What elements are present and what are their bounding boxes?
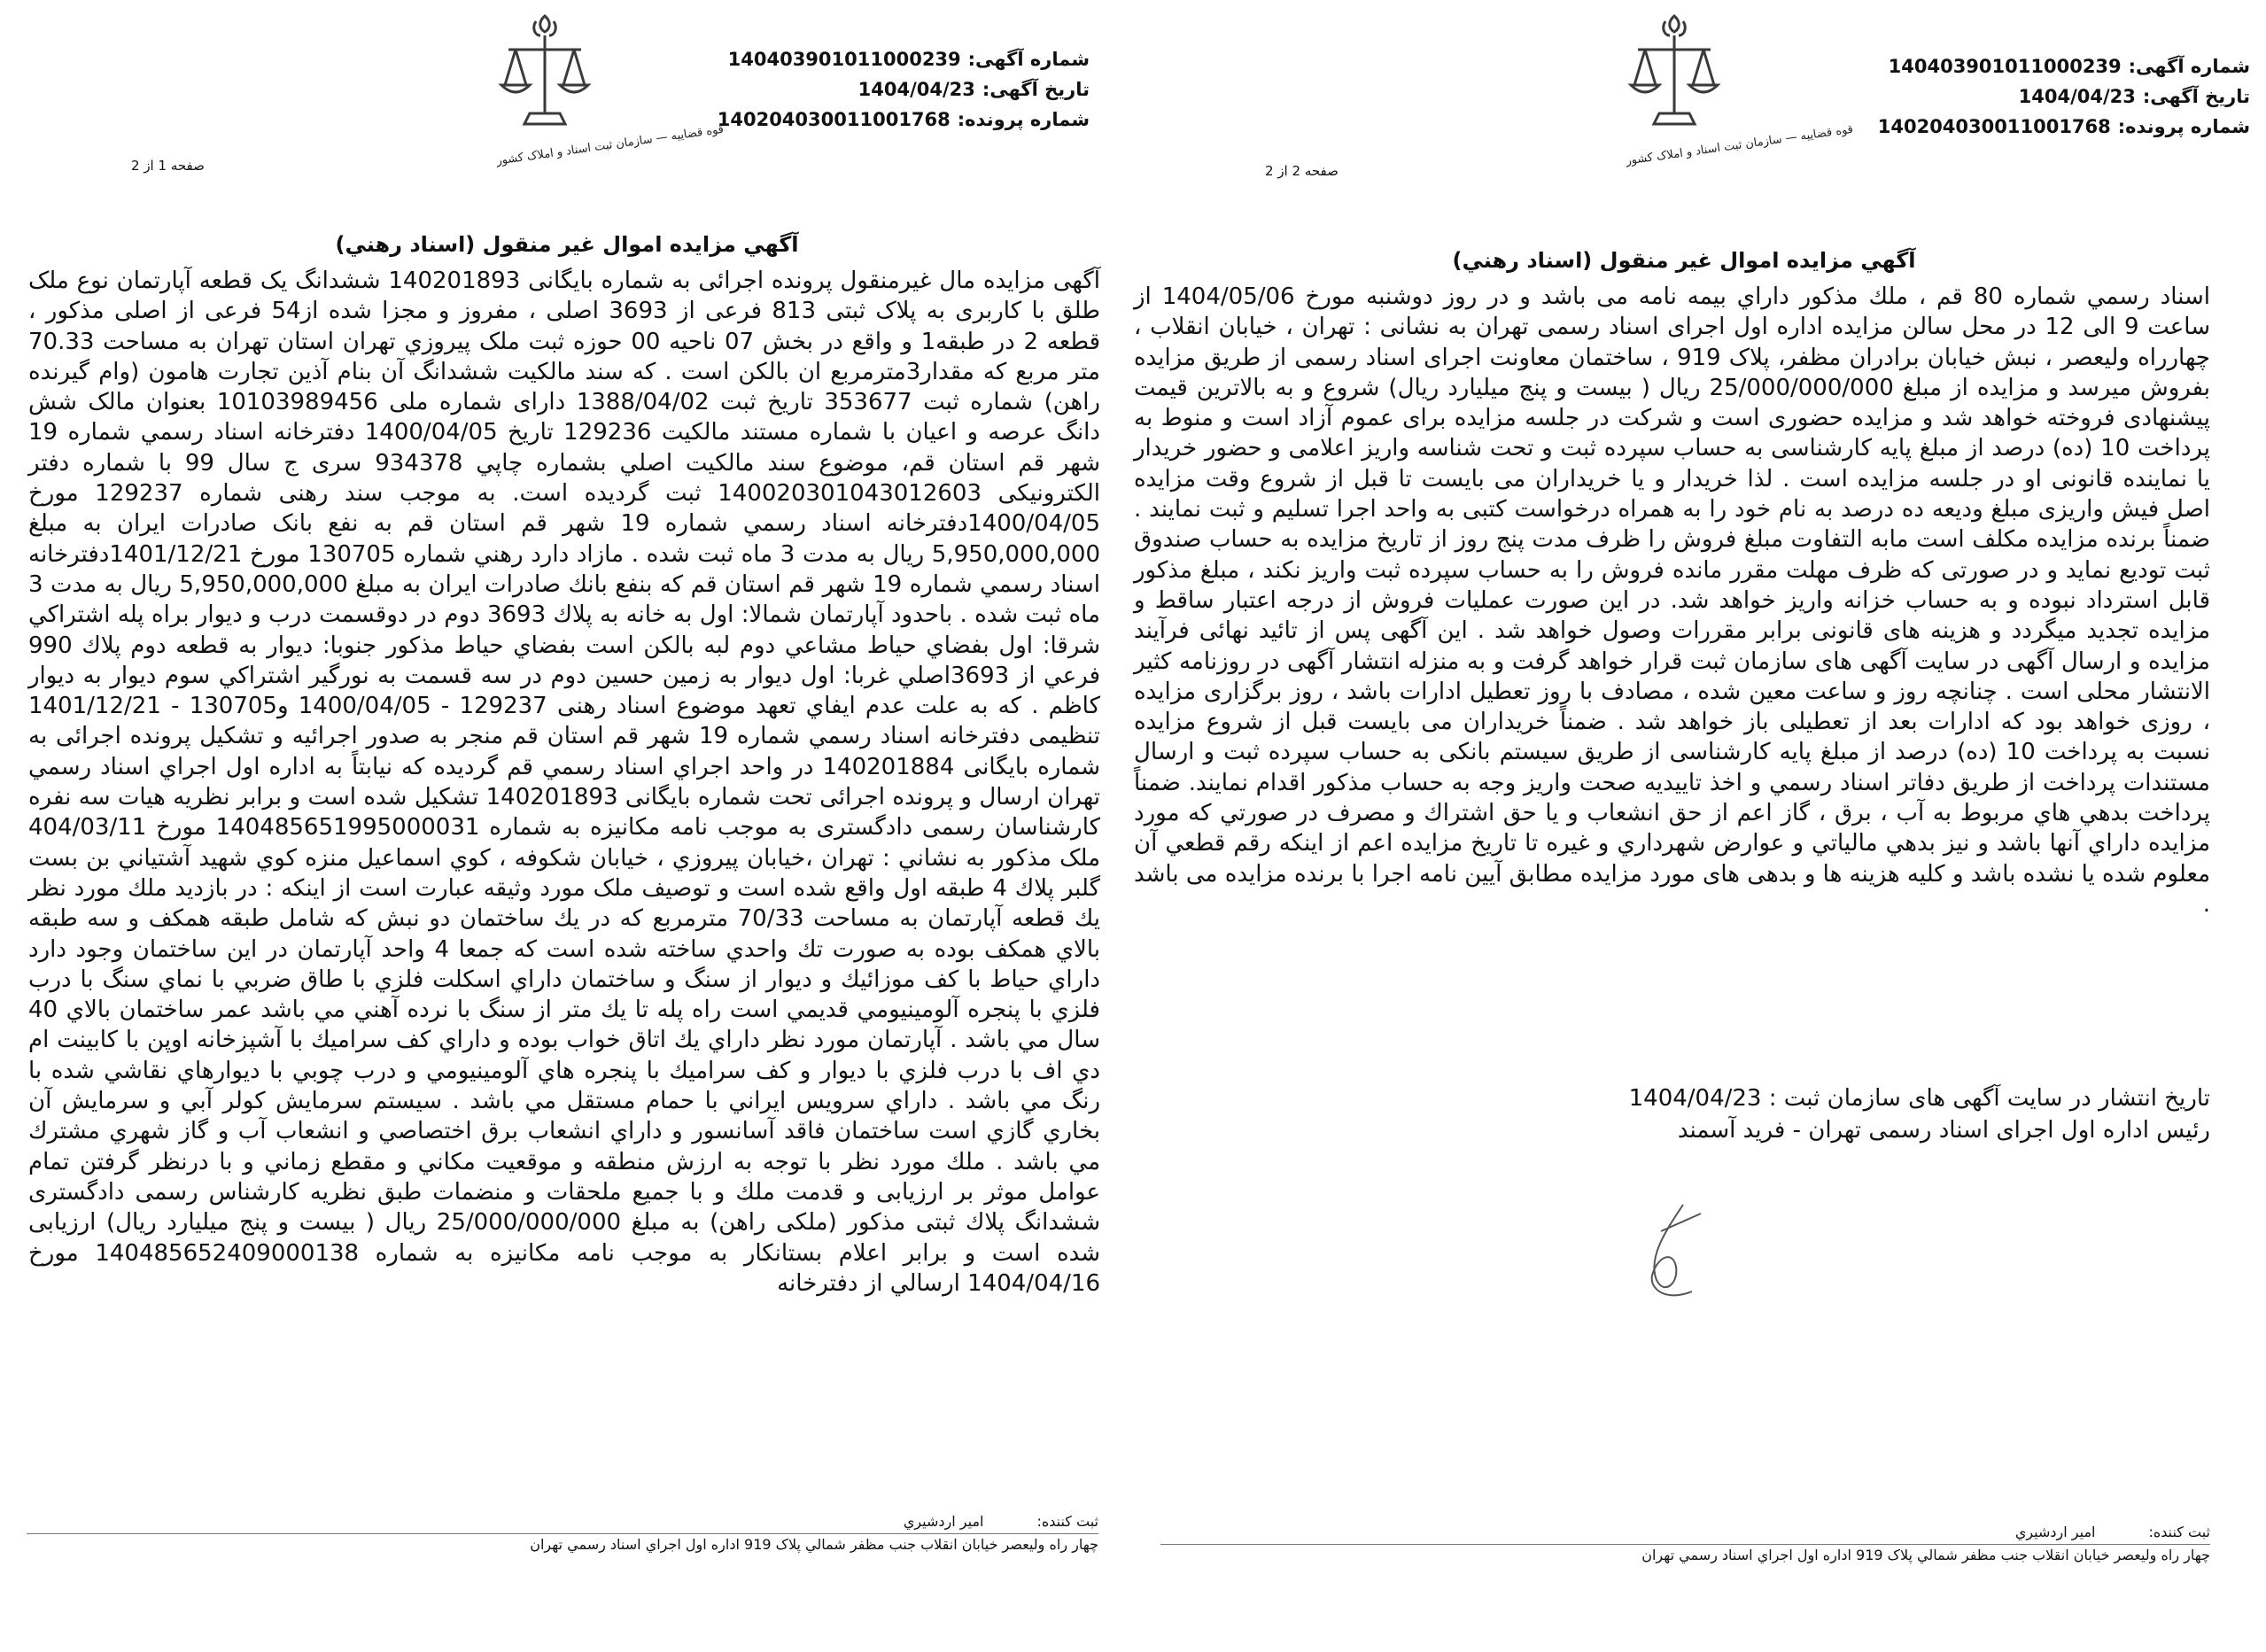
- ad-date-label: تاریخ آگهی:: [982, 79, 1090, 100]
- org-caption: قوه قضاییه — سازمان ثبت اسناد و املاک کشور: [495, 122, 725, 168]
- handwritten-signature-icon: [1630, 1196, 1719, 1311]
- case-number-label: شماره پرونده:: [957, 109, 1090, 130]
- registrar-label: ثبت کننده:: [1036, 1513, 1098, 1530]
- office-address: چهار راه وليعصر خيابان انقلاب جنب مظفر شمالي پلاک 919 اداره اول اجراي اسناد رسمي تهران: [530, 1536, 1098, 1553]
- page-number: صفحه 2 از 2: [1265, 163, 1339, 179]
- page-footer: [1160, 1524, 2210, 1563]
- notice-body: آگهی مزایده مال غیرمنقول پرونده اجرائی به شماره بایگانی 140201893 ششدانگ یک قطعه آپارتمان نوع ملک طلق با کاربری به پلاک ثبتی 813 فرعی از 3693 اصلی ، مفروز و مجزا شده از54 فرعی از اصلی مذکور ، قطعه 2 در طبقه1 و واقع در بخش 07 ناحیه 00 حوزه ثبت ملک پيروزي تهران استان تهران به مساحت 70.33 متر مربع كه مقدار3مترمربع ان بالكن است . كه سند مالكيت ششدانگ آن بنام آذين تجارت هامون (وام گيرنده راهن) شماره ثبت 353677 تاريخ ثبت 1388/04/02 دارای شماره ملی 10103989456 بعنوان مالک شش دانگ عرصه و اعيان با شماره مستند مالکيت 129236 تاريخ 1400/04/05 دفترخانه اسناد رسمي شماره 19 شهر قم استان قم، موضوع سند مالکيت اصلي بشماره چاپي 934378 سری ج سال 99 با شماره دفتر الکترونيکی 140020301043012603 ثبت گرديده است. به موجب سند رهنی شماره 129237 مورخ 1400/04/05دفترخانه اسناد رسمي شماره 19 شهر قم استان قم به نفع بانک صادرات ايران به مبلغ 5,950,000,000 ريال به مدت 3 ماه ثبت شده . مازاد دارد رهني شماره 130705 مورخ 1401/12/21دفترخانه اسناد رسمي شماره 19 شهر قم استان قم كه بنفع بانك صادرات ايران به مبلغ 5,950,000,000 ريال به مدت 3 ماه ثبت شده . باحدود آپارتمان شمالا: اول به خانه به پلاك 3693 دوم در دوقسمت درب و ديوار براه پله اشتراكي شرقا: اول بفضاي حياط مشاعي دوم لبه بالكن است بفضاي حياط مذكور جنوبا: ديوار به قطعه دوم پلاك 990 فرعي از 3693اصلي غربا: اول ديوار به زمين حسين دوم در سه قسمت به نورگير اشتراكي سوم ديوار به ديوار كاظم . كه به علت عدم ايفاي تعهد موضوع اسناد رهنی 129237 - 1400/04/05 و130705 - 1401/12/21 تنظيمی دفترخانه اسناد رسمي شماره 19 شهر قم استان قم منجر به صدور اجرائيه و تشکيل پرونده اجرائی به شماره بايگانی 140201884 در واحد اجراي اسناد رسمي قم گرديده كه نيابتاً به اداره اول اجراي اسناد رسمي تهران ارسال و پرونده اجرائی تحت شماره بايگانی 140201893 تشكيل شده است و برابر نظريه هيات سه نفره كارشناسان رسمی دادگستری به موجب نامه مكانيزه به شماره 140485651995000031 مورخ 404/03/11 ملک مذکور به نشاني : تهران ،خيابان پيروزي ، خيابان شكوفه ، كوي اسماعيل منزه كوي شهيد آشتياني بن بست گلبر پلاك 4 طبقه اول واقع شده است و توصيف ملک مورد وثيقه عبارت است از اينكه : در بازديد ملك مورد نظر يك قطعه آپارتمان به مساحت 70/33 مترمربع كه در يك ساختمان دو نبش كه شامل طبقه همكف و سه طبقه بالاي همكف بوده به صورت تك واحدي ساخته شده است كه جمعا 4 واحد آپارتمان در اين ساختمان وجود دارد داراي حياط با كف موزائيك و ديوار از سنگ و ساختمان داراي اسكلت فلزي با طاق ضربي با نماي سنگ با درب فلزي با پنجره آلومينيومي قديمي است راه پله تا يك متر از سنگ با نرده آهني مي باشد عمر ساختمان بالاي 40 سال مي باشد . آپارتمان مورد نظر داراي يك اتاق خواب بوده و داراي كف سراميك با آشپزخانه اوپن با كابينت ام دي اف با درب فلزي با ديوار و كف سراميك با پنجره هاي آلومينيومي و درب چوبي با ديوارهاي نقاشي شده با رنگ مي باشد . داراي سرويس ايراني با حمام مستقل مي باشد . سيستم سرمايش كولر آبي و سرمايش آن بخاري گازي است ساختمان فاقد آسانسور و داراي انشعاب برق اختصاصي و انشعاب آب و گاز شهري مشترك مي باشد . ملك مورد نظر با توجه به ارزش منطقه و موقعيت مكاني و مقطع زماني و با درنظر گرفتن تمام عوامل موثر بر ارزيابی و قدمت ملك و با جميع ملحقات و منضمات طبق نظريه كارشناس رسمی دادگستری ششدانگ پلاك ثبتی مذكور (ملکی راهن) به مبلغ 25/000/000/000 ريال ( بيست و پنج ميليارد ريال) ارزيابی شده است و برابر اعلام بستانكار به موجب نامه مكانيزه به شماره 140485652409000138 مورخ 1404/04/16 ارسالي از دفترخانه: [28, 268, 1101, 1297]
- ad-metadata: [1843, 51, 2250, 142]
- case-number: 140204030011001768: [717, 109, 951, 130]
- ad-number: 140403901011000239: [727, 49, 961, 70]
- page-number: صفحه 1 از 2: [131, 158, 205, 174]
- notice-title: آگهي مزايده اموال غير منقول (اسناد رهني): [335, 232, 799, 257]
- signer-line: رئيس اداره اول اجرای اسناد رسمی تهران - فريد آسمند: [1677, 1117, 2210, 1144]
- notice-title: آگهي مزايده اموال غير منقول (اسناد رهني): [1452, 248, 1916, 273]
- scales-of-justice-icon: [1626, 9, 1723, 142]
- case-number-label: شماره پرونده:: [2117, 116, 2250, 137]
- ad-date: 1404/04/23: [2018, 86, 2136, 107]
- ad-number-label: شماره آگهی:: [2128, 56, 2250, 77]
- ad-date: 1404/04/23: [858, 79, 975, 100]
- org-caption: قوه قضاییه — سازمان ثبت اسناد و املاک کشور: [1625, 122, 1854, 168]
- ad-number: 140403901011000239: [1888, 56, 2122, 77]
- registrar-label: ثبت کننده:: [2148, 1524, 2210, 1540]
- ad-date-label: تاریخ آگهی:: [2142, 86, 2250, 107]
- footer-divider: [1160, 1544, 2210, 1545]
- registrar-name: امير اردشيري: [2014, 1524, 2096, 1540]
- ad-number-label: شماره آگهی:: [967, 49, 1090, 70]
- publication-info: [1134, 1082, 2210, 1146]
- office-address: چهار راه وليعصر خيابان انقلاب جنب مظفر شمالي پلاک 919 اداره اول اجراي اسناد رسمي تهران: [1641, 1547, 2210, 1563]
- registrar-name: امير اردشيري: [903, 1513, 984, 1530]
- publish-date-label: تاريخ انتشار در سایت آگهی های سازمان ثبت :: [1768, 1085, 2210, 1112]
- case-number: 140204030011001768: [1877, 116, 2111, 137]
- publish-date: 1404/04/23: [1628, 1085, 1762, 1112]
- judiciary-emblem: [1625, 9, 1854, 213]
- notice-body: اسناد رسمي شماره 80 قم ، ملك مذكور داراي بيمه نامه مى باشد و در روز دوشنبه مورخ 1404/05/06 از ساعت 9 الی 12 در محل سالن مزایده اداره اول اجرای اسناد رسمی تهران به نشانی : تهران ، خیابان انقلاب ، چهارراه ولیعصر ، نبش خیابان برادران مظفر، پلاک 919 ، ساختمان معاونت اجرای اسناد رسمی از طریق مزایده بفروش میرسد و مزایده از مبلغ 25/000/000/000 ریال ( بیست و پنج میلیارد ریال) شروع و به بالاترين قيمت پيشنهادی فروخته خواهد شد و مزايده حضوری است و شرکت در جلسه مزايده برای عموم آزاد است و منوط به پرداخت 10 (ده) درصد از مبلغ پايه کارشناسی به حساب سپرده ثبت و تحت شناسه واريز اعلامی و حضور خريدار يا نماينده قانونی او در جلسه مزايده است . لذا خريدار و يا خريداران می بايست تا قبل از شروع وقت مزايده اصل فيش واريزی مبلغ وديعه ده درصد به نام خود را به همراه درخواست کتبی به واحد اجرا تسليم و ثبت نمايند . ضمناً برنده مزايده مكلف است مابه التفاوت مبلغ فروش را ظرف مدت پنج روز از تاريخ مزايده به حساب صندوق ثبت توديع نمايد و در صورتی كه ظرف مهلت مقرر مانده فروش را به حساب سپرده ثبت واريز نكند ، مبلغ مذكور قابل استرداد نبوده و به حساب خزانه واريز خواهد شد. در اين صورت عمليات فروش از درجه اعتبار ساقط و مزايده تجديد ميگردد و هزينه های قانونی برابر مقررات وصول خواهد شد . اين آگهی پس از تائيد نهائی فرآيند مزايده و ارسال آگهی در سايت آگهی های سازمان ثبت قرار خواهد گرفت و به منزله انتشار آگهی در روزنامه كثير الانتشار محلی است . چنانچه روز و ساعت معين شده ، مصادف با روز تعطيل ادارات باشد ، روز برگزاری مزايده ، روزی خواهد بود كه ادارات بعد از تعطيلی باز خواهد شد . ضمناً خريداران می بايست قبل از شروع مزايده نسبت به پرداخت 10 (ده) درصد از مبلغ پايه كارشناسی از طريق سيستم بانكی به حساب سپرده ثبت و ارسال مستندات پرداخت از طريق دفاتر اسناد رسمي و اخذ تاييديه صحت واريز وجه به حساب مذكور اقدام نمايند. ضمناً پرداخت بدهي هاي مربوط به آب ، برق ، گاز اعم از حق انشعاب و يا حق اشتراك و مصرف در صورتي كه مورد مزايده داراي آنها باشد و نيز بدهي مالياتي و عوارض شهرداري و غيره تا تاريخ مزايده اعم از اينكه رقم قطعي آن معلوم شده يا نشده باشد و كليه هزينه ها و بدهی های مورد مزايده مطابق آيين نامه اجرا با برنده مزايده می باشد .: [1134, 283, 2211, 918]
